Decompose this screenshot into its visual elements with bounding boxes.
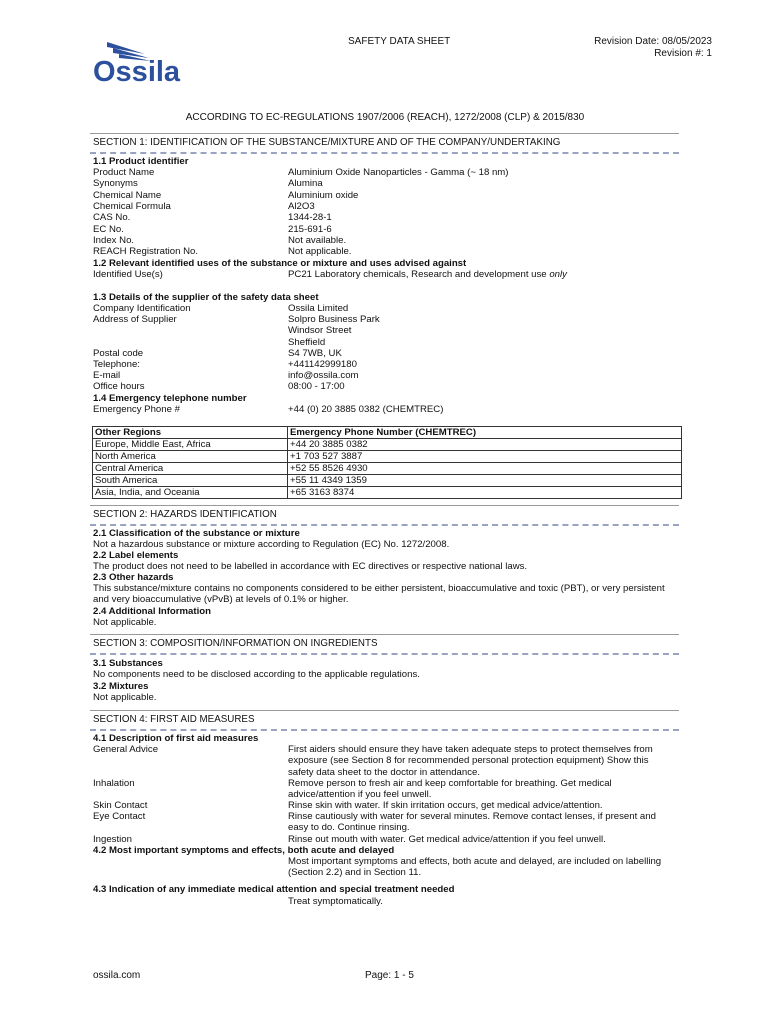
product-field-value: 1344-28-1 [288, 212, 332, 224]
product-field-label: REACH Registration No. [93, 246, 199, 258]
ossila-logo [93, 38, 203, 84]
product-field-label: Synonyms [93, 178, 138, 190]
product-field-value: Al2O3 [288, 200, 315, 212]
supplier-field-value: 08:00 - 17:00 [288, 381, 345, 393]
section-1-heading: SECTION 1: IDENTIFICATION OF THE SUBSTANCE/MIXTURE AND OF THE COMPANY/UNDERTAKING [90, 133, 679, 154]
ingestion-text: Rinse out mouth with water. Get medical advice/attention if you feel unwell. [288, 834, 606, 845]
supplier-field-value: S4 7WB, UK [288, 347, 342, 359]
subsection-3-2: 3.2 Mixtures [93, 681, 149, 692]
phone-cell: +44 20 3885 0382 [288, 439, 682, 451]
table-header-row [93, 427, 682, 439]
product-field-value: Aluminium oxide [288, 189, 359, 201]
supplier-field-label: Telephone: [93, 359, 140, 370]
subsection-2-1: 2.1 Classification of the substance or mixture [93, 528, 300, 539]
footer-page-number: Page: 1 - 5 [365, 970, 414, 981]
subsection-4-1: 4.1 Description of first aid measures [93, 733, 259, 744]
subsection-2-3: 2.3 Other hazards [93, 572, 174, 583]
svg-text:Ossila: Ossila [93, 56, 181, 84]
identified-uses-label: Identified Use(s) [93, 269, 163, 280]
subsection-2-4: 2.4 Additional Information [93, 606, 211, 617]
table-row [93, 439, 682, 451]
subsection-1-2: 1.2 Relevant identified uses of the substance or mixture and uses advised against [93, 258, 467, 269]
subsection-1-4: 1.4 Emergency telephone number [93, 393, 247, 404]
inhalation-label: Inhalation [93, 778, 135, 789]
product-field-value: 215-691-6 [288, 223, 332, 235]
logo-swoosh-icon [93, 38, 203, 84]
phone-cell: +52 55 8526 4930 [288, 463, 682, 475]
supplier-field-value: Solpro Business Park [288, 314, 380, 326]
revision-number: Revision #: 1 [654, 48, 712, 59]
subsection-2-2-text: The product does not need to be labelled in accordance with EC directives or respective national laws. [93, 561, 528, 572]
product-field-label: EC No. [93, 223, 124, 235]
supplier-field-label: E-mail [93, 370, 121, 382]
section-4-heading: SECTION 4: FIRST AID MEASURES [90, 710, 679, 731]
revision-info [594, 36, 712, 60]
subsection-2-1-text: Not a hazardous substance or mixture according to Regulation (EC) No. 1272/2008. [93, 539, 450, 550]
phone-cell: +1 703 527 3887 [288, 451, 682, 463]
supplier-field-label: Company Identification [93, 303, 191, 314]
subsection-2-4-text: Not applicable. [93, 617, 157, 628]
product-field-value: Not available. [288, 234, 347, 246]
eye-contact-text: Rinse cautiously with water for several minutes. Remove contact lenses, if present and easy to do. Continue rinsing. [288, 811, 656, 834]
section-3-heading: SECTION 3: COMPOSITION/INFORMATION ON INGREDIENTS [90, 634, 679, 655]
table-header-cell: Other Regions [93, 427, 288, 439]
supplier-field-label: Office hours [93, 381, 145, 393]
emergency-regions-table [92, 426, 682, 499]
skin-contact-label: Skin Contact [93, 800, 148, 811]
subsection-3-1: 3.1 Substances [93, 658, 163, 669]
product-field-value: Not applicable. [288, 246, 352, 258]
table-row [93, 475, 682, 487]
document-title: SAFETY DATA SHEET [348, 36, 451, 47]
general-advice-text: First aiders should ensure they have taken adequate steps to protect themselves from exposure (see Section 8 for recommended personal protection equipment) Show this safety data sheet to the doctor in attendance. [288, 744, 653, 778]
product-field-label: Product Name [93, 167, 155, 178]
skin-contact-text: Rinse skin with water. If skin irritation occurs, get medical advice/attention. [288, 800, 603, 811]
supplier-field-value: info@ossila.com [288, 370, 359, 382]
subsection-4-3: 4.3 Indication of any immediate medical attention and special treatment needed [93, 884, 455, 895]
subsection-4-3-text: Treat symptomatically. [288, 896, 383, 907]
region-cell: North America [93, 451, 288, 463]
phone-cell: +65 3163 8374 [288, 487, 682, 499]
supplier-field-label: Address of Supplier [93, 314, 177, 326]
phone-cell: +55 11 4349 1359 [288, 475, 682, 487]
subsection-2-3-text: This substance/mixture contains no components considered to be either persistent, bioaccumulative and toxic (PBT), or very persistent and very bioaccumulative (vPvB) at levels of 0.1% or higher. [93, 583, 665, 606]
product-field-label: Chemical Formula [93, 200, 171, 212]
supplier-field-value: Ossila Limited [288, 303, 349, 314]
table-row [93, 463, 682, 475]
table-header-cell: Emergency Phone Number (CHEMTREC) [288, 427, 682, 439]
identified-uses-value: PC21 Laboratory chemicals, Research and development use only [288, 269, 567, 280]
subsection-2-2: 2.2 Label elements [93, 550, 179, 561]
ingestion-label: Ingestion [93, 834, 132, 845]
region-cell: Central America [93, 463, 288, 475]
supplier-field-label: Postal code [93, 347, 144, 359]
eye-contact-label: Eye Contact [93, 811, 146, 822]
product-field-value: Aluminium Oxide Nanoparticles - Gamma (~ 18 nm) [288, 167, 509, 178]
region-cell: South America [93, 475, 288, 487]
subsection-3-2-text: Not applicable. [93, 692, 157, 703]
region-cell: Europe, Middle East, Africa [93, 439, 288, 451]
supplier-field-value: Windsor Street [288, 325, 352, 337]
supplier-field-value: +441142999180 [288, 359, 357, 370]
subsection-1-3: 1.3 Details of the supplier of the safety data sheet [93, 292, 319, 303]
section-2-heading: SECTION 2: HAZARDS IDENTIFICATION [90, 505, 679, 526]
general-advice-label: General Advice [93, 744, 159, 755]
emergency-phone-label: Emergency Phone # [93, 404, 180, 415]
product-field-label: Index No. [93, 234, 135, 246]
region-cell: Asia, India, and Oceania [93, 487, 288, 499]
subsection-4-2-text: Most important symptoms and effects, both acute and delayed, are included on labelling (Section 2.2) and in Section 11. [288, 856, 662, 879]
supplier-field-value: Sheffield [288, 336, 326, 348]
table-row [93, 487, 682, 499]
footer-website: ossila.com [93, 970, 141, 981]
revision-date: Revision Date: 08/05/2023 [594, 36, 712, 47]
regulations-line: ACCORDING TO EC-REGULATIONS 1907/2006 (REACH), 1272/2008 (CLP) & 2015/830 [185, 112, 585, 123]
inhalation-text: Remove person to fresh air and keep comfortable for breathing. Get medical advice/attention if you feel unwell. [288, 778, 612, 801]
table-row [93, 451, 682, 463]
emergency-phone-value: +44 (0) 20 3885 0382 (CHEMTREC) [288, 404, 444, 415]
product-field-label: CAS No. [93, 212, 131, 224]
subsection-3-1-text: No components need to be disclosed according to the applicable regulations. [93, 669, 420, 680]
subsection-4-2: 4.2 Most important symptoms and effects, both acute and delayed [93, 845, 395, 856]
subsection-1-1: 1.1 Product identifier [93, 156, 189, 167]
product-field-value: Alumina [288, 178, 323, 190]
product-field-label: Chemical Name [93, 189, 162, 201]
